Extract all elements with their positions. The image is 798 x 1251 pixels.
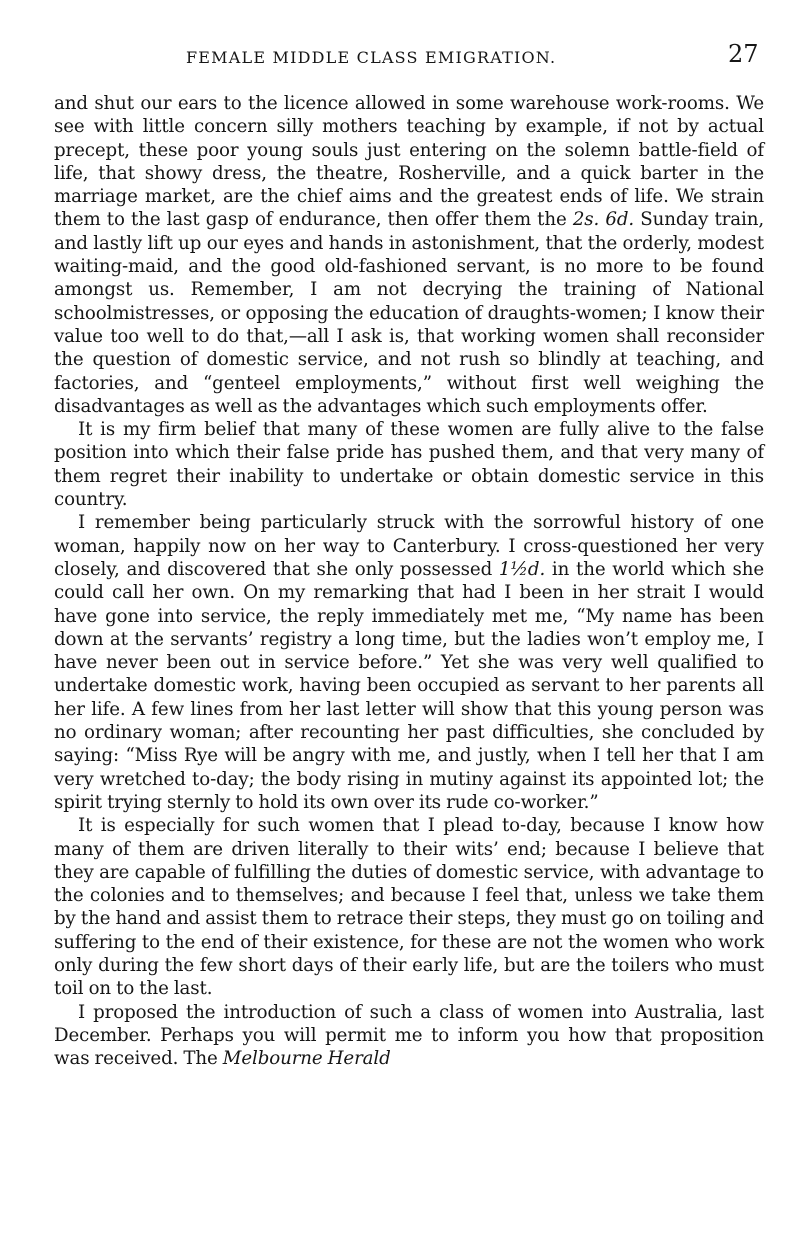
sum-of-money: 2s. 6d. xyxy=(572,209,635,231)
body-text xyxy=(54,92,764,1070)
page-number: 27 xyxy=(728,40,759,68)
paragraph-1 xyxy=(54,92,764,418)
paragraph-2 xyxy=(54,418,764,511)
paragraph-1-text: and shut our ears to the licence allowed in some warehouse work-rooms. We see with little concern silly mothers teaching by example, if not by actual precept, these poor young souls just entering on the solemn battle-field of life, that showy dress, the theatre, Rosherville, and a quick barter in the marriage market, are the chief aims and the greatest ends of life. We strain them to the last gasp of endurance, then offer them the xyxy=(54,93,764,231)
paragraph-4-text: It is especially for such women that I plead to-day, because I know how many of them are driven literally to their wits’ end; because I believe that they are capable of fulfilling the duties of domestic service, with advantage to the colonies and to themselves; and because I feel that, unless we take them by the hand and assist them to retrace their steps, they must go on toiling and suffering to the end of their existence, for these are not the women who work only during the few short days of their early life, but are the toilers who must toil on to the last. xyxy=(54,815,764,1000)
three-halfpence: 1½d. xyxy=(498,558,546,580)
paragraph-1-continued: Sunday train, and lastly lift up our eyes and hands in astonishment, that the orderly, modest waiting-maid, and the good old-fashioned servant, is no more to be found amongst us. Remember, I am not decrying the training of National schoolmistresses, or opposing the education of draughts-women; I know their value too well to do that,—all I ask is, that working women shall reconsider the question of domestic service, and not rush so blindly at teaching, and factories, and “genteel employments,” without first well weighing the disadvantages as well as the advantages which such employments offer. xyxy=(54,209,764,417)
paragraph-4 xyxy=(54,814,764,1000)
running-title: FEMALE MIDDLE CLASS EMIGRATION. xyxy=(186,48,557,67)
paragraph-3-continued: in the world which she could call her own. On my remarking that had I been in her strait I would have gone into service, the reply immediately met me, “My name has been down at the servants’ registry a long time, but the ladies won’t employ me, I have never been out in service before.” Yet she was very well qualified to undertake domestic work, having been occupied as servant to her parents all her life. A few lines from her last letter will show that this young person was no ordinary woman; after recounting her past difficulties, she concluded by saying: “Miss Rye will be angry with me, and justly, when I tell her that I am very wretched to-day; the body rising in mutiny against its appointed lot; the spirit trying sternly to hold its own over its rude co-worker.” xyxy=(54,558,764,813)
paragraph-5-text: I proposed the introduction of such a class of women into Australia, last December. Perhaps you will permit me to inform you how that proposition was received. The xyxy=(54,1001,764,1070)
paragraph-3-text: I remember being particularly struck with the sorrowful history of one woman, happily now on her way to Canterbury. I cross-questioned her very closely, and discovered that she only possessed xyxy=(54,512,764,580)
newspaper-title: Melbourne Herald xyxy=(222,1048,391,1070)
paragraph-5 xyxy=(54,1001,764,1071)
paragraph-3 xyxy=(54,511,764,814)
paragraph-2-text: It is my firm belief that many of these women are fully alive to the false position into which their false pride has pushed them, and that very many of them regret their inability to undertake or obtain domestic service in this country. xyxy=(54,419,764,511)
running-header xyxy=(0,40,798,76)
